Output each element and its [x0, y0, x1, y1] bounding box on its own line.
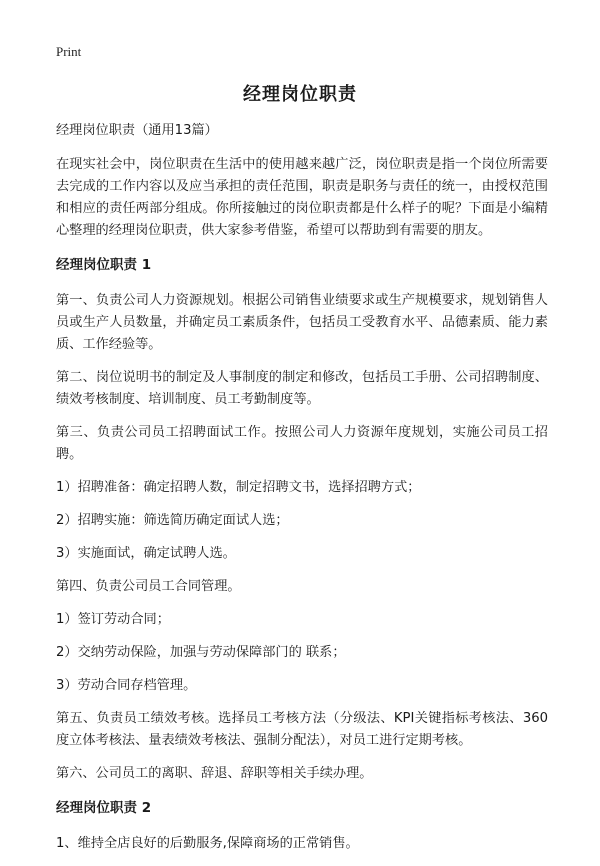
paragraph: 第五、负责员工绩效考核。选择员工考核方法（分级法、KPI关键指标考核法、360度立体考核法、量表绩效考核法、强制分配法），对员工进行定期考核。: [56, 711, 548, 748]
list-item: 3）劳动合同存档管理。: [56, 678, 197, 693]
section-heading: 经理岗位职责 2: [56, 800, 152, 816]
list-item: 1）招聘准备：确定招聘人数，制定招聘文书，选择招聘方式；: [56, 480, 421, 495]
paragraph: 第一、负责公司人力资源规划。根据公司销售业绩要求或生产规模要求，规划销售人员或生产人员数量，并确定员工素质条件，包括员工受教育水平、品德素质、能力素质、工作经验等。: [56, 293, 548, 352]
document-subtitle: 经理岗位职责（通用13篇）: [56, 123, 218, 138]
print-link[interactable]: Print: [56, 44, 82, 59]
list-item: 1）签订劳动合同；: [56, 612, 170, 627]
paragraph: 第二、岗位说明书的制定及人事制度的制定和修改，包括员工手册、公司招聘制度、绩效考核制度、培训制度、员工考勤制度等。: [56, 370, 548, 407]
section-heading: 经理岗位职责 1: [56, 257, 152, 273]
intro-paragraph: 在现实社会中，岗位职责在生活中的使用越来越广泛，岗位职责是指一个岗位所需要去完成的工作内容以及应当承担的责任范围，职责是职务与责任的统一，由授权范围和相应的责任两部分组成。你所接触过的岗位职责都是什么样子的呢？下面是小编精心整理的经理岗位职责，供大家参考借鉴，希望可以帮助到有需要的朋友。: [56, 157, 548, 238]
list-item: 3）实施面试，确定试聘人选。: [56, 546, 236, 561]
page-title: 经理岗位职责: [243, 84, 357, 105]
paragraph: 第四、负责公司员工合同管理。: [56, 579, 241, 594]
list-item: 2）交纳劳动保险，加强与劳动保障部门的 联系；: [56, 645, 346, 660]
list-item: 2）招聘实施：筛选简历确定面试人选；: [56, 513, 289, 528]
paragraph: 第六、公司员工的离职、辞退、辞职等相关手续办理。: [56, 766, 373, 781]
list-item: 1、维持全店良好的后勤服务,保障商场的正常销售。: [56, 836, 359, 851]
document-body: [56, 120, 548, 866]
paragraph: 第三、负责公司员工招聘面试工作。按照公司人力资源年度规划，实施公司员工招聘。: [56, 425, 548, 462]
